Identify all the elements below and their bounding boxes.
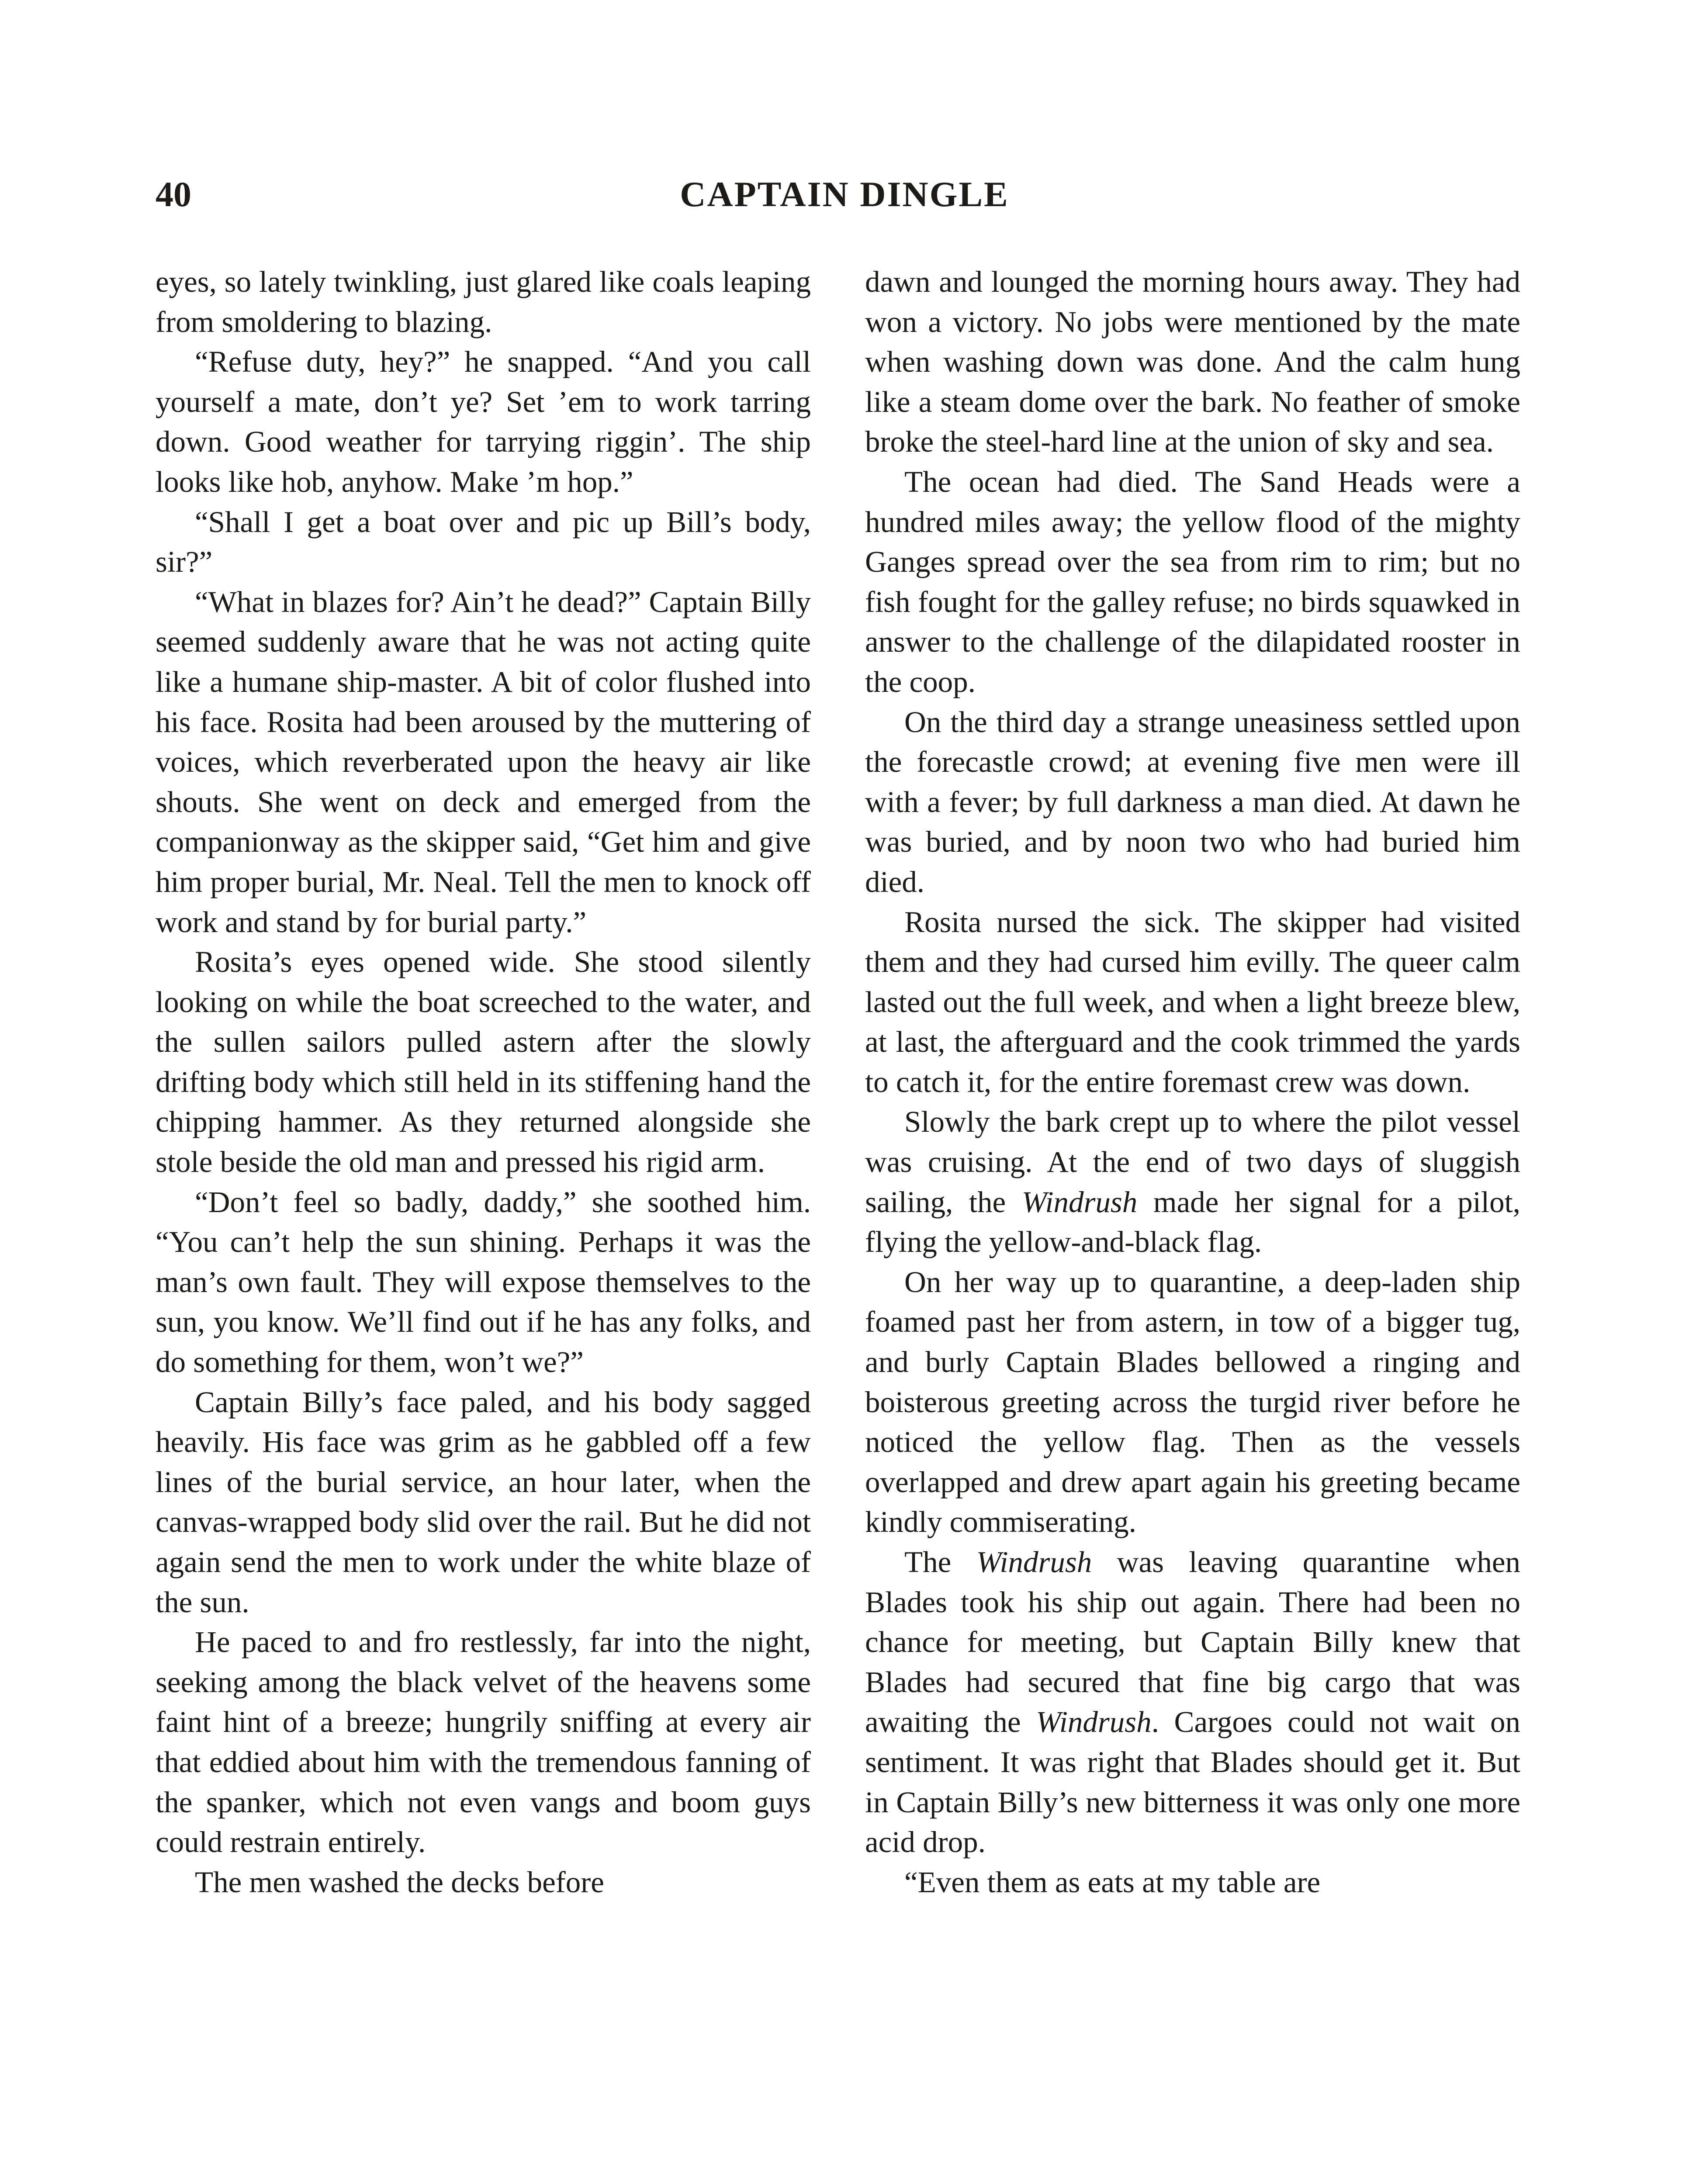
- paragraph: The men washed the decks before: [195, 1865, 604, 1899]
- page-number: 40: [156, 174, 191, 214]
- paragraph: “Refuse duty, hey?” he snapped. “And you call yourself a mate, don’t ye? Set ’em to work tarring down. Good weather for tarrying riggin’. The ship looks like hob, anyhow. Make ’m hop.”: [156, 345, 811, 498]
- text-run: made her signal for a pilot, flying the yellow-and-black flag.: [865, 1185, 1520, 1259]
- paragraph: “Even them as eats at my table are: [904, 1865, 1321, 1899]
- paragraph: The ocean had died. The Sand Heads were a hundred miles away; the yellow flood of the mighty Ganges spread over the sea from rim to rim; but no fish fought for the galley refuse; no birds squawked in answer to the challenge of the dilapidated rooster in the coop.: [865, 465, 1520, 698]
- paragraph: [865, 1102, 1520, 1262]
- paragraph: dawn and lounged the morning hours away. They had won a victory. No jobs were mentioned by the mate when washing down was done. And the calm hung like a steam dome over the bark. No feather of smoke broke the steel-hard line at the union of sky and sea.: [865, 265, 1520, 459]
- paragraph: Captain Billy’s face paled, and his body sagged heavily. His face was grim as he gabbled off a few lines of the burial service, an hour later, when the canvas-wrapped body slid over the rail. But he did not again send the men to work under the white blaze of the sun.: [156, 1385, 811, 1619]
- ship-name: Windrush: [976, 1545, 1092, 1579]
- paragraph: “Don’t feel so badly, daddy,” she soothed him. “You can’t help the sun shining. Perhaps it was the man’s own fault. They will expose themselves to the sun, you know. We’ll find out if he has any folks, and do something for them, won’t we?”: [156, 1185, 811, 1379]
- paragraph: On her way up to quarantine, a deep-laden ship foamed past her from astern, in tow of a bigger tug, and burly Captain Blades bellowed a ringing and boisterous greeting across the turgid river before he noticed the yellow flag. Then as the vessels overlapped and drew apart again his greeting became kindly commiserating.: [865, 1265, 1520, 1539]
- paragraph: “What in blazes for? Ain’t he dead?” Captain Billy seemed suddenly aware that he was not acting quite like a humane ship-master. A bit of color flushed into his face. Rosita had been aroused by the muttering of voices, which reverberated upon the heavy air like shouts. She went on deck and emerged from the companionway as the skipper said, “Get him and give him proper burial, Mr. Neal. Tell the men to knock off work and stand by for burial party.”: [156, 585, 811, 939]
- paragraph: eyes, so lately twinkling, just glared like coals leaping from smoldering to blazing.: [156, 265, 811, 339]
- text-run: was leaving quarantine when Blades took his ship out again. There had been no chance for meeting, but Captain Billy knew that Blades had secured that fine big cargo that was awaiting the: [865, 1545, 1520, 1739]
- paragraph: He paced to and fro restlessly, far into the night, seeking among the black velvet of the heavens some faint hint of a breeze; hungrily sniffing at every air that eddied about him with the tremendous fanning of the spanker, which not even vangs and boom guys could restrain entirely.: [156, 1625, 811, 1859]
- text-run: . Cargoes could not wait on sentiment. It was right that Blades should get it. But in Captain Billy’s new bitterness it was only one more acid drop.: [865, 1705, 1521, 1859]
- paragraph: [865, 1542, 1520, 1863]
- text-run: Slowly the bark crept up to where the pilot vessel was cruising. At the end of two days of sluggish sailing, the: [865, 1105, 1520, 1219]
- paragraph: “Shall I get a boat over and pic up Bill’s body, sir?”: [156, 505, 811, 579]
- paragraph: Rosita’s eyes opened wide. She stood silently looking on while the boat screeched to the water, and the sullen sailors pulled astern after the slowly drifting body which still held in its stiffening hand the chipping hammer. As they returned alongside she stole beside the old man and pressed his rigid arm.: [156, 945, 811, 1179]
- ship-name: Windrush: [1021, 1185, 1138, 1219]
- paragraph: On the third day a strange uneasiness settled upon the forecastle crowd; at evening five men were ill with a fever; by full darkness a man died. At dawn he was buried, and by noon two who had buried him died.: [865, 705, 1520, 898]
- right-column: [865, 262, 1520, 1902]
- paragraph: Rosita nursed the sick. The skipper had visited them and they had cursed him evilly. The queer calm lasted out the full week, and when a light breeze blew, at last, the afterguard and the cook trimmed the yards to catch it, for the entire foremast crew was down.: [865, 905, 1520, 1099]
- running-title: CAPTAIN DINGLE: [680, 174, 1009, 214]
- left-column: [156, 262, 811, 1902]
- ship-name: Windrush: [1036, 1705, 1152, 1739]
- text-run: The: [904, 1545, 976, 1579]
